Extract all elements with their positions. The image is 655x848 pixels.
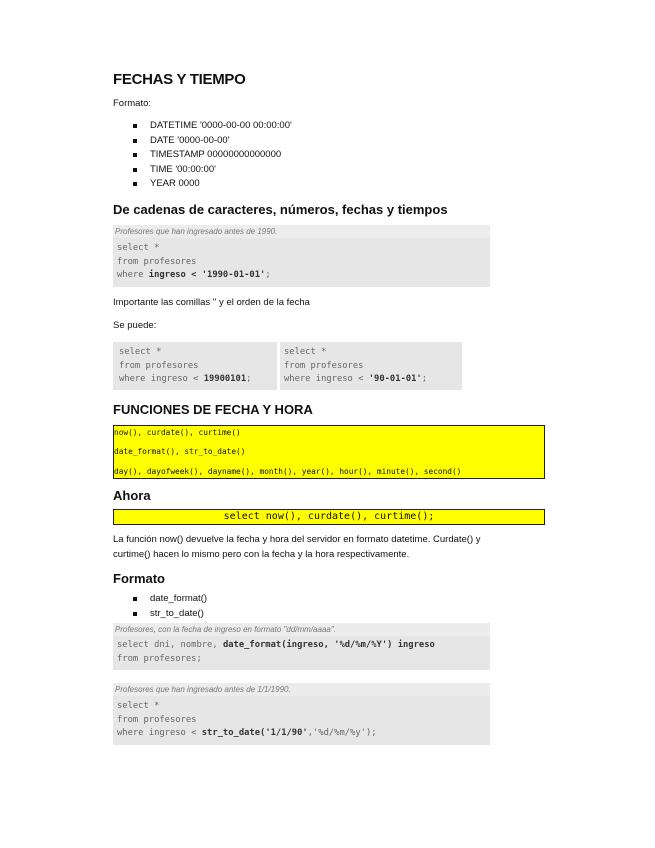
list-item: str_to_date() (133, 607, 207, 622)
code-line: select * (117, 243, 160, 253)
code-keyword: 19900101 (203, 374, 247, 385)
code-text: ,'%d/%m/%y'); (307, 728, 377, 739)
code-line: now(), curdate(), curtime() (114, 428, 241, 437)
list-item: TIME '00:00:00' (133, 163, 292, 178)
code-caption: Profesores, con la fecha de ingreso en formato "dd/mm/aaaa". (113, 623, 490, 636)
code-line (117, 727, 486, 741)
format-list (133, 119, 292, 192)
list-item: DATETIME '0000-00-00 00:00:00' (133, 119, 292, 134)
code-keyword: ingreso < '1990-01-01' (148, 270, 266, 281)
ahora-description-line: La función now() devuelve la fecha y hora del servidor en formato datetime. Curdate() y (113, 534, 481, 545)
list-item: date_format() (133, 592, 207, 607)
code-line: from profesores (117, 714, 197, 725)
code-line: from profesores (284, 360, 364, 371)
code-text: where (117, 270, 149, 281)
code-text: ; (421, 374, 428, 385)
code-keyword: date_format(ingreso, '%d/%m/%Y') ingreso (222, 640, 435, 650)
code-block (113, 696, 490, 745)
code-block (113, 636, 490, 670)
code-line: select * (284, 347, 327, 357)
code-text: where ingreso < (117, 728, 202, 739)
code-line: from profesores; (117, 653, 202, 664)
code-line (117, 269, 486, 283)
se-puede-text: Se puede: (113, 320, 157, 331)
code-line: date_format(), str_to_date() (114, 447, 246, 456)
list-item: YEAR 0000 (133, 177, 292, 192)
code-caption: Profesores que han ingresado antes de 1990. (113, 225, 490, 238)
code-line: select * (119, 347, 162, 357)
section-heading-cadenas: De cadenas de caracteres, números, fechas y tiempos (113, 202, 448, 217)
code-line (284, 373, 458, 387)
function-list-box (113, 425, 545, 479)
code-line: day(), dayofweek(), dayname(), month(), year(), hour(), minute(), second() (114, 467, 462, 476)
formato-label: Formato: (113, 98, 152, 109)
page-title: FECHAS Y TIEMPO (113, 71, 246, 88)
code-block-right (280, 342, 462, 390)
code-line (119, 373, 271, 387)
code-keyword: str_to_date( (201, 728, 266, 739)
list-item: TIMESTAMP 00000000000000 (133, 148, 292, 163)
code-text: where ingreso < (284, 374, 369, 385)
code-caption: Profesores que han ingresado antes de 1/1/1990. (113, 683, 490, 696)
code-keyword: '1/1/90' (265, 728, 308, 739)
code-line (117, 639, 486, 653)
section-heading-ahora: Ahora (113, 488, 151, 503)
code-line: from profesores (117, 256, 197, 267)
code-text: where ingreso < (119, 374, 204, 385)
code-text: select dni, nombre, (117, 640, 223, 650)
code-text: ; (246, 374, 252, 385)
ahora-description-line: curtime() hacen lo mismo pero con la fecha y la hora respectivamente. (113, 549, 410, 560)
code-line: from profesores (119, 360, 199, 371)
code-line: select * (117, 701, 160, 711)
list-item: DATE '0000-00-00' (133, 134, 292, 149)
code-keyword: '90-01-01' (368, 374, 422, 385)
code-block (113, 238, 490, 287)
code-block-left (113, 342, 277, 390)
now-code-bar: select now(), curdate(), curtime(); (113, 509, 545, 525)
formato-list (133, 592, 207, 621)
section-heading-funciones: FUNCIONES DE FECHA Y HORA (113, 402, 313, 417)
section-heading-formato: Formato (113, 571, 165, 586)
code-text: ; (265, 270, 271, 281)
comillas-note: Importante las comillas '' y el orden de la fecha (113, 297, 310, 308)
